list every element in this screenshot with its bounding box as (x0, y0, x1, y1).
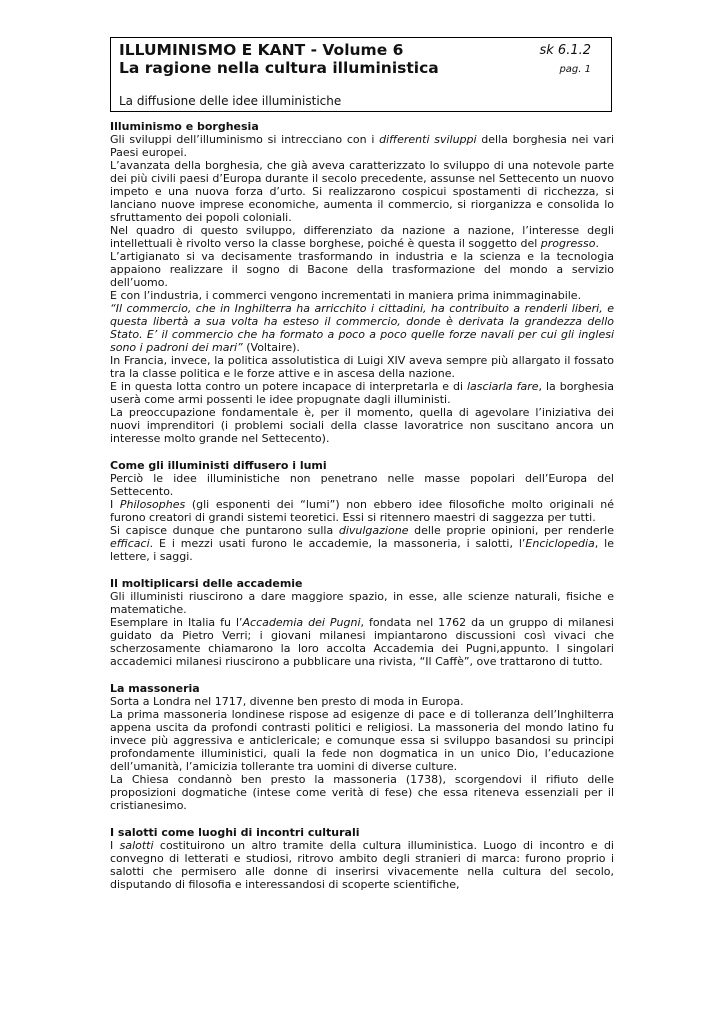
paragraph: E in questa lotta contro un potere incapace di interpretarla e di lasciarla fare, la borghesia userà come armi possenti le idee propugnate dagli illuministi. (110, 380, 615, 406)
section (110, 577, 614, 668)
section (110, 826, 614, 891)
paragraph: L’avanzata della borghesia, che già aveva caratterizzato lo sviluppo di una notevole parte dei più civili paesi d’Europa durante il secolo precedente, assunse nel Settecento un nuovo impeto e una nuova forza d’urto. Si realizzarono cospicui spostamenti di ricchezza, si lanciano nuove imprese economiche, aumenta il commercio, si riorganizza e consolida lo sfruttamento dei popoli coloniali. (110, 159, 614, 224)
paragraph: La prima massoneria londinese rispose ad esigenze di pace e di tolleranza dell’Inghilterra appena uscita da profondi contrasti politici e religiosi. La massoneria del mondo latino fu invece più aggressiva e anticlericale; e comunque essa si sviluppo basandosi su principi profondamente illuministici, quali la fede non dogmatica in un unico Dio, l’educazione dell’umanità, l’amicizia tollerante tra uomini di diverse culture. (110, 708, 614, 773)
section-title: La massoneria (110, 682, 200, 695)
paragraph: Nel quadro di questo sviluppo, differenziato da nazione a nazione, l’interesse degli intellettuali è rivolto verso la classe borghese, poiché è questa il soggetto del progresso. (110, 224, 614, 250)
paragraph: Si capisce dunque che puntarono sulla divulgazione delle proprie opinioni, per renderle efficaci. E i mezzi usati furono le accademie, la massoneria, i salotti, l’Enciclopedia, le lettere, i saggi. (110, 524, 614, 563)
section (110, 459, 614, 563)
paragraph: Perciò le idee illuministiche non penetrano nelle masse popolari dell’Europa del Settecento. (110, 472, 614, 498)
paragraph: Gli illuministi riuscirono a dare maggiore spazio, in esse, alle scienze naturali, fisiche e matematiche. (110, 590, 614, 616)
document-header (110, 37, 612, 112)
document-body (110, 120, 614, 905)
section (110, 120, 614, 445)
paragraph: Esemplare in Italia fu l’Accademia dei Pugni, fondata nel 1762 da un gruppo di milanesi guidato da Pietro Verri; i giovani milanesi impiantarono discussioni così vivaci che scherzosamente chiamarono la loro accolta Accademia dei Pugni,appunto. I singolari accademici milanesi riuscirono a pubblicare una rivista, “Il Caffè”, ove trattarono di tutto. (110, 616, 614, 668)
section (110, 682, 614, 812)
paragraph: E con l’industria, i commerci vengono incrementati in maniera prima inimmaginabile. (110, 289, 582, 302)
section-title: Come gli illuministi diffusero i lumi (110, 459, 327, 472)
paragraph: La preoccupazione fondamentale è, per il momento, quella di agevolare l’iniziativa dei nuovi imprenditori (i problemi sociali della classe lavoratrice non suscitano ancora un interesse molto grande nel Settecento). (110, 406, 614, 445)
paragraph: I salotti costituirono un altro tramite della cultura illuministica. Luogo di incontro e di convegno di letterati e studiosi, ritrovo ambito degli stranieri di marca: furono proprio i salotti che permisero alle donne di inserirsi vivacemente nella cultura del secolo, disputando di filosofia e interessandosi di scoperte scientifiche, (110, 839, 614, 891)
page-number: pag. 1 (559, 64, 591, 75)
section-title: Il moltiplicarsi delle accademie (110, 577, 303, 590)
section-title: Illuminismo e borghesia (110, 120, 259, 133)
document-subtitle-title: La ragione nella cultura illuministica (119, 59, 439, 77)
paragraph: La Chiesa condannò ben presto la massoneria (1738), scorgendovi il rifiuto delle proposizioni dogmatiche (intese come verità di fese) che essa riteneva essenziali per il cristianesimo. (110, 773, 614, 812)
paragraph: Gli sviluppi dell’illuminismo si intrecciano con i differenti sviluppi della borghesia nei vari Paesi europei. (110, 133, 614, 159)
document-title: ILLUMINISMO E KANT - Volume 6 (119, 41, 404, 59)
paragraph: L’artigianato si va decisamente trasformando in industria e la scienza e la tecnologia appaiono realizzare il sogno di Bacone della trasformazione del mondo a servizio dell’uomo. (110, 250, 614, 289)
paragraph: In Francia, invece, la politica assolutistica di Luigi XIV aveva sempre più allargato il fossato tra la classe politica e le forze attive e in ascesa della nazione. (110, 354, 614, 380)
paragraph: Sorta a Londra nel 1717, divenne ben presto di moda in Europa. (110, 695, 464, 708)
chapter-subtitle: La diffusione delle idee illuministiche (119, 94, 342, 108)
section-title: I salotti come luoghi di incontri culturali (110, 826, 360, 839)
paragraph: I Philosophes (gli esponenti dei “lumi”) non ebbero idee filosofiche molto originali né furono creatori di grandi sistemi teoretici. Essi si ritennero maestri di saggezza per tutti. (110, 498, 614, 524)
sheet-reference: sk 6.1.2 (539, 43, 591, 58)
paragraph: “Il commercio, che in Inghilterra ha arricchito i cittadini, ha contribuito a renderli liberi, e questa libertà a sua volta ha esteso il commercio, donde è derivata la grandezza dello Stato. E’ il commercio che ha formato a poco a poco quelle forze navali per cui gli inglesi sono i padroni dei mari” (Voltaire). (110, 302, 614, 354)
